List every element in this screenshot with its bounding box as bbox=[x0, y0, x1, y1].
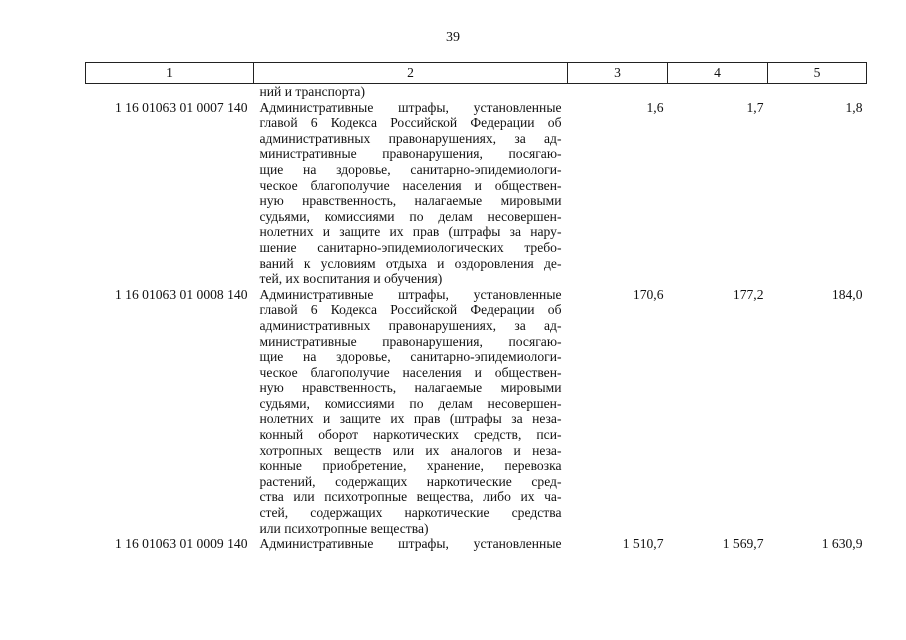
description-line: административных правонарушениях, за ад- bbox=[259, 130, 562, 146]
continuation-description bbox=[254, 84, 568, 100]
value-col-5: 1,8 bbox=[845, 99, 863, 115]
description-line: Административные штрафы, установленные bbox=[259, 536, 562, 552]
description-line: судьями, комиссиями по делам несовершен- bbox=[259, 208, 562, 224]
description-line: ную нравственность, налагаемые мировыми bbox=[259, 193, 562, 209]
description-line: хотропных веществ или их аналогов и неза- bbox=[259, 442, 562, 458]
header-col-5: 5 bbox=[768, 63, 867, 84]
description-line: Административные штрафы, установленные bbox=[259, 286, 562, 302]
value-col-3: 1 510,7 bbox=[622, 536, 664, 552]
header-col-4: 4 bbox=[668, 63, 768, 84]
value-col-4: 177,2 bbox=[732, 286, 764, 302]
value-col-3: 170,6 bbox=[632, 286, 664, 302]
description-line: растений, содержащих наркотические сред- bbox=[259, 473, 562, 489]
continuation-code-cell bbox=[86, 84, 254, 100]
description-line: нолетних и защите их прав (штрафы за нару- bbox=[259, 224, 562, 240]
description-line: щие на здоровье, санитарно-эпидемиологи- bbox=[259, 349, 562, 365]
value-col-4: 1,7 bbox=[746, 99, 764, 115]
header-col-2: 2 bbox=[254, 63, 568, 84]
table-row bbox=[86, 287, 867, 537]
description-line: главой 6 Кодекса Российской Федерации об bbox=[259, 115, 562, 131]
value-col-3: 1,6 bbox=[646, 99, 664, 115]
table-row bbox=[86, 100, 867, 287]
value-col-5: 184,0 bbox=[831, 286, 863, 302]
description-line: главой 6 Кодекса Российской Федерации об bbox=[259, 302, 562, 318]
description-line: судьями, комиссиями по делам несовершен- bbox=[259, 395, 562, 411]
table-header-row bbox=[86, 63, 867, 84]
description-line: шение санитарно-эпидемиологических требо- bbox=[259, 239, 562, 255]
row-description bbox=[254, 536, 568, 552]
description-line: ваний к условиям отдыха и оздоровления де- bbox=[259, 255, 562, 271]
table-row bbox=[86, 536, 867, 552]
page-number: 39 bbox=[446, 30, 460, 45]
description-line: ства или психотропные вещества, либо их ча- bbox=[259, 489, 562, 505]
description-line: ную нравственность, налагаемые мировыми bbox=[259, 380, 562, 396]
description-line: министративные правонарушения, посягаю- bbox=[259, 146, 562, 162]
description-line: ний и транспорта) bbox=[259, 84, 365, 99]
description-line: министративные правонарушения, посягаю- bbox=[259, 333, 562, 349]
description-line: щие на здоровье, санитарно-эпидемиологи- bbox=[259, 161, 562, 177]
budget-code: 1 16 01063 01 0007 140 bbox=[114, 99, 248, 115]
description-line: стей, содержащих наркотические средства bbox=[259, 505, 562, 521]
continuation-row bbox=[86, 84, 867, 100]
budget-code: 1 16 01063 01 0008 140 bbox=[114, 286, 248, 302]
description-line: Административные штрафы, установленные bbox=[259, 99, 562, 115]
budget-code: 1 16 01063 01 0009 140 bbox=[114, 536, 248, 552]
description-line: ческое благополучие населения и обществен- bbox=[259, 177, 562, 193]
row-description bbox=[254, 287, 568, 537]
description-line: ческое благополучие населения и обществен- bbox=[259, 364, 562, 380]
header-col-3: 3 bbox=[568, 63, 668, 84]
description-line: конный оборот наркотических средств, пси- bbox=[259, 427, 562, 443]
description-line: или психотропные вещества) bbox=[259, 520, 429, 536]
description-line: нолетних и защите их прав (штрафы за неза- bbox=[259, 411, 562, 427]
description-line: конные приобретение, хранение, перевозка bbox=[259, 458, 562, 474]
value-col-5: 1 630,9 bbox=[821, 536, 863, 552]
description-line: тей, их воспитания и обучения) bbox=[259, 271, 443, 287]
value-col-4: 1 569,7 bbox=[722, 536, 764, 552]
description-line: административных правонарушениях, за ад- bbox=[259, 317, 562, 333]
row-description bbox=[254, 100, 568, 287]
header-col-1: 1 bbox=[86, 63, 254, 84]
budget-table bbox=[85, 62, 867, 552]
